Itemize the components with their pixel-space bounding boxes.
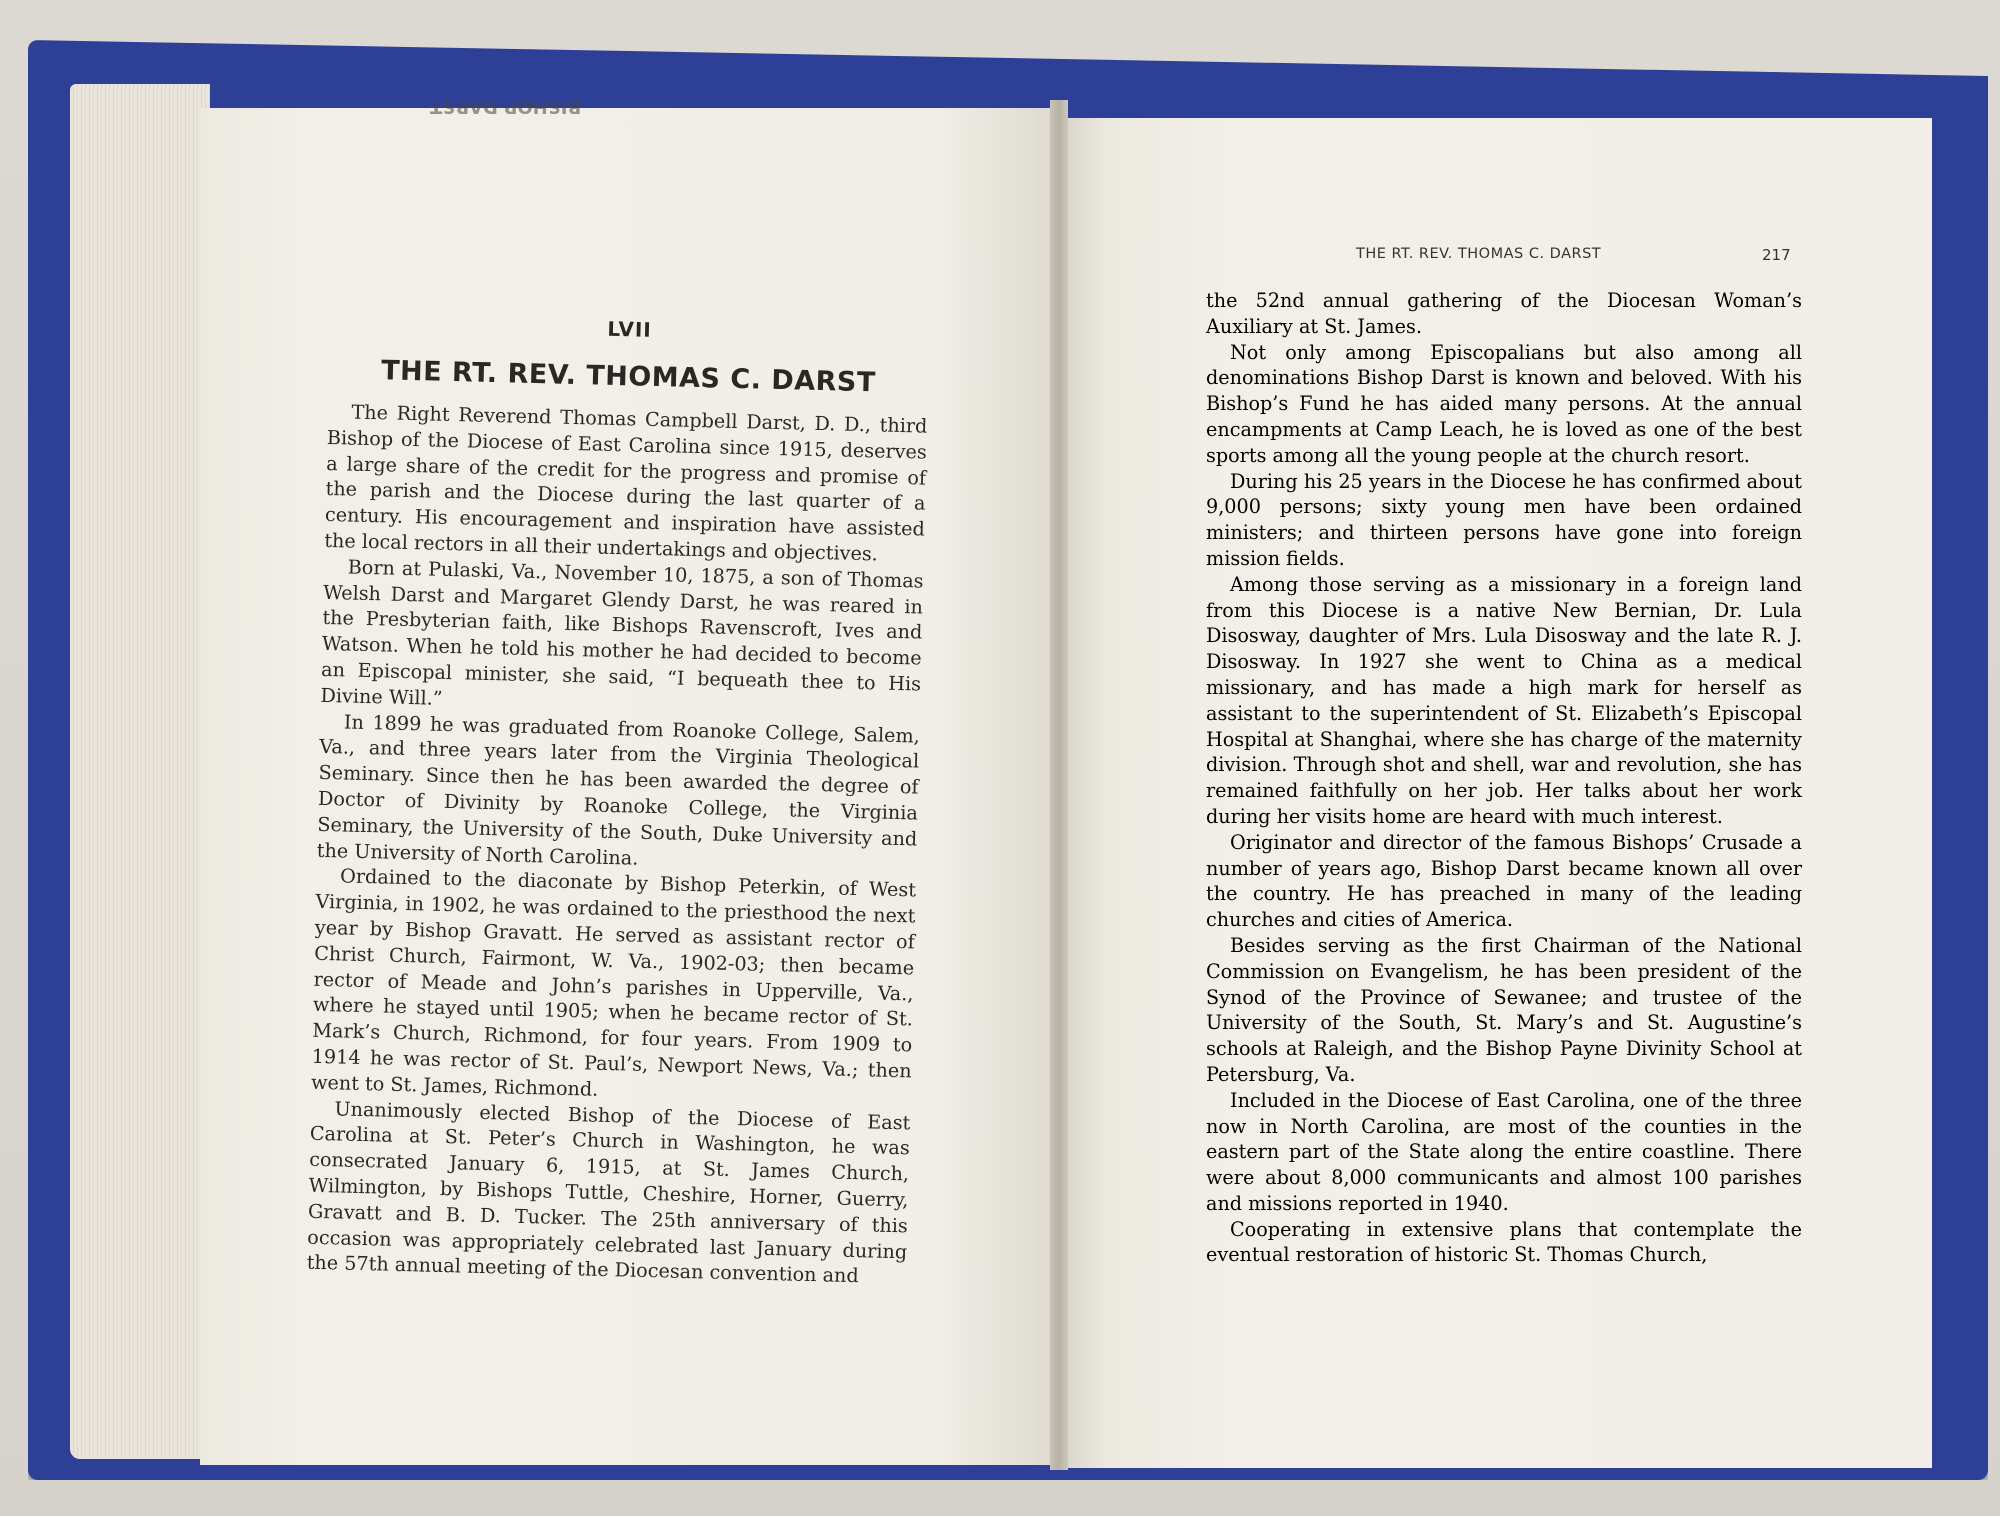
paragraph: Included in the Diocese of East Carolina, one of the three now in North Carolina, are most of the counties in the eastern part of the State along the entire coastline. There were about 8,000 communicants and almost 100 parishes and missions reported in 1940. <box>1206 1088 1802 1215</box>
bleed-through-text: BISHOP DARST <box>430 96 582 117</box>
left-page-content <box>306 310 929 1290</box>
chapter-title: THE RT. REV. THOMAS C. DARST <box>380 355 877 399</box>
page-edges <box>70 84 210 1459</box>
book-gutter <box>1050 100 1068 1470</box>
right-page-content <box>1206 288 1802 1268</box>
paragraph: Ordained to the diaconate by Bishop Peterkin, of West Virginia, in 1902, he was ordained to the priesthood the next year by Bishop Gravatt. He served as assistant rector of Christ Church, Fairmont, W. Va., 1902-03; then became rector of Meade and John’s parishes in Upperville, Va., where he stayed until 1905; when he became rector of St. Mark’s Church, Richmond, for four years. From 1909 to 1914 he was rector of St. Paul’s, Newport News, Va.; then went to St. James, Richmond. <box>310 864 917 1101</box>
paragraph: the 52nd annual gathering of the Diocesan Woman’s Auxiliary at St. James. <box>1206 289 1802 338</box>
paragraph: The Right Reverend Thomas Campbell Darst, D. D., third Bishop of the Diocese of East Carolina since 1915, deserves a large share of the credit for the progress and promise of the parish and the Diocese during the last quarter of a century. His encouragement and inspiration have assisted the local rectors in all their undertakings and objectives. <box>324 400 928 566</box>
paragraph: Among those serving as a missionary in a foreign land from this Diocese is a native New Bernian, Dr. Lula Disosway, daughter of Mrs. Lula Disosway and the late R. J. Disosway. In 1927 she went to China as a medical missionary, and has made a high mark for herself as assistant to the superintendent of St. Elizabeth’s Episcopal Hospital at Shanghai, where she has charge of the maternity division. Through shot and shell, war and revolution, she has remained faithfully on her job. Her talks about her work during her visits home are heard with much interest. <box>1206 572 1802 828</box>
paragraph: Not only among Episcopalians but also among all denominations Bishop Darst is known and beloved. With his Bishop’s Fund he has aided many persons. At the annual encampments at Camp Leach, he is loved as one of the best sports among all the young people at the church resort. <box>1206 340 1802 467</box>
paragraph: Unanimously elected Bishop of the Diocese of East Carolina at St. Peter’s Church in Washington, he was consecrated January 6, 1915, at St. James Church, Wilmington, by Bishops Tuttle, Cheshire, Horner, Guerry, Gravatt and B. D. Tucker. The 25th anniversary of this occasion was appropriately celebrated last January during the 57th annual meeting of the Diocesan convention and <box>306 1096 911 1288</box>
paragraph: Cooperating in extensive plans that contemplate the eventual restoration of historic St. Thomas Church, <box>1206 1217 1802 1267</box>
chapter-number: LVII <box>607 316 653 342</box>
running-head: THE RT. REV. THOMAS C. DARST <box>1356 246 1602 262</box>
paragraph: Originator and director of the famous Bishops’ Crusade a number of years ago, Bishop Darst became known all over the country. He has preached in many of the leading churches and cities of America. <box>1206 830 1802 932</box>
paragraph: Besides serving as the first Chairman of the National Commission on Evangelism, he has been president of the Synod of the Province of Sewanee; and trustee of the University of the South, St. Mary’s and St. Augustine’s schools at Raleigh, and the Bishop Payne Divinity School at Petersburg, Va. <box>1206 933 1802 1086</box>
paragraph: In 1899 he was graduated from Roanoke College, Salem, Va., and three years later from the Virginia Theological Seminary. Since then he has been awarded the degree of Doctor of Divinity by Roanoke College, the Virginia Seminary, the University of the South, Duke University and the University of North Carolina. <box>316 710 921 870</box>
paragraph: During his 25 years in the Diocese he has confirmed about 9,000 persons; sixty young men have been ordained ministers; and thirteen persons have gone into foreign mission fields. <box>1206 469 1802 570</box>
page-number: 217 <box>1762 246 1791 264</box>
paragraph: Born at Pulaski, Va., November 10, 1875, a son of Thomas Welsh Darst and Margaret Glendy Darst, he was reared in the Presbyterian faith, like Bishops Ravenscroft, Ives and Watson. When he told his mother he had decided to become an Episcopal minister, she said, “I bequeath thee to His Divine Will.” <box>320 555 924 710</box>
